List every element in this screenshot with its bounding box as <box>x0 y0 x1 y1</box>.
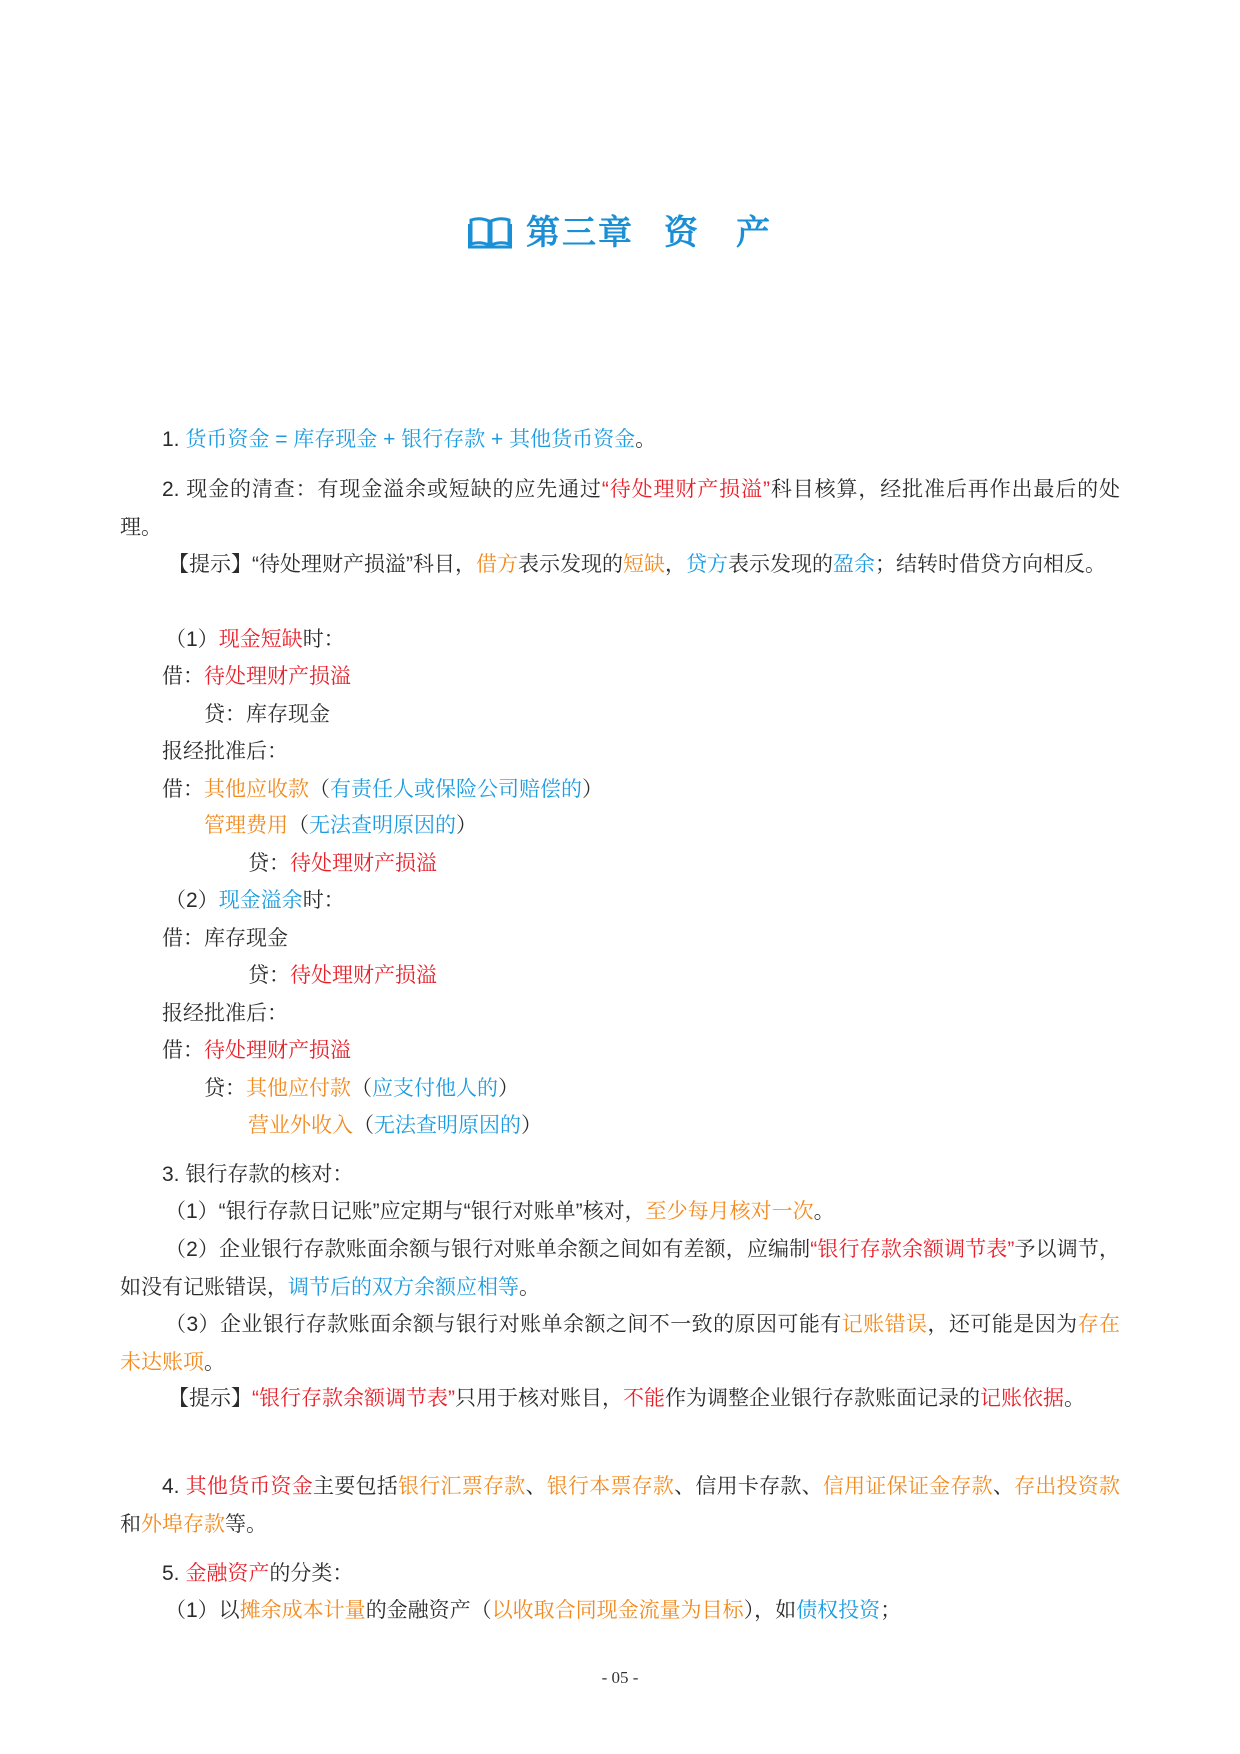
paragraph <box>162 1156 353 1194</box>
highlight-blue: 有责任人或保险公司赔偿的 <box>330 778 582 801</box>
text-segment: 主要包括 <box>313 1475 399 1498</box>
highlight-orange: 其他应收款 <box>204 778 309 801</box>
text-segment: 借： <box>162 1039 204 1062</box>
text-segment: （1）以 <box>165 1599 240 1622</box>
text-segment: （2）企业银行存款账面余额与银行对账单余额之间如有差额，应编制 <box>165 1238 811 1261</box>
page-number: - 05 - <box>601 1668 639 1687</box>
paragraph <box>165 882 345 920</box>
chapter-name: 资 产 <box>664 215 772 252</box>
paragraph <box>204 807 477 845</box>
text-segment: （ <box>288 814 309 837</box>
text-segment: （ <box>309 778 330 801</box>
text-segment: 等。 <box>225 1512 267 1536</box>
text-segment: ，还可能是因为 <box>927 1313 1078 1336</box>
text-segment: 报经批准后： <box>162 740 288 763</box>
highlight-orange: 存出投资款 <box>1014 1475 1121 1498</box>
highlight-red: 待处理财产损溢 <box>290 852 437 875</box>
open-book-icon <box>468 215 512 258</box>
text-segment: 贷： <box>248 852 290 875</box>
chapter-title <box>0 205 1240 258</box>
paragraph <box>165 1193 835 1231</box>
paragraph <box>162 995 288 1033</box>
text-segment: ） <box>498 1077 519 1100</box>
highlight-red: “银行存款余额调节表” <box>810 1238 1015 1261</box>
text-segment: 5. <box>162 1562 186 1585</box>
highlight-orange: 存在未达账项 <box>120 1313 1121 1374</box>
text-segment: 的分类： <box>269 1562 354 1585</box>
text-segment: 表示发现的 <box>518 553 623 576</box>
text-segment: （1） <box>165 628 219 651</box>
text-segment: 科目核算，经批准后再作出最后的处理。 <box>120 478 1120 539</box>
text-segment: 时： <box>302 628 345 651</box>
highlight-blue: 应支付他人的 <box>372 1077 498 1100</box>
text-segment: 。 <box>1064 1387 1085 1410</box>
text-segment: 。 <box>519 1275 540 1299</box>
highlight-orange: 至少每月核对一次 <box>645 1200 814 1223</box>
text-segment: 表示发现的 <box>728 553 833 576</box>
highlight-red: “银行存款余额调节表” <box>252 1387 455 1410</box>
text-segment: ） <box>521 1114 542 1137</box>
paragraph <box>162 658 351 696</box>
highlight-red: “待处理财产损溢” <box>601 478 770 501</box>
paragraph <box>165 621 345 659</box>
text-segment: 4. <box>162 1475 186 1498</box>
text-segment: 予以调节，如没有记账错误， <box>120 1238 1120 1299</box>
highlight-orange: 管理费用 <box>204 814 288 837</box>
text-segment: 作为调整企业银行存款账面记录的 <box>665 1387 980 1410</box>
text-segment: 、 <box>992 1475 1015 1498</box>
paragraph <box>120 1231 1120 1306</box>
paragraph <box>248 1107 542 1145</box>
paragraph <box>248 957 437 995</box>
text-segment: 、信用卡存款、 <box>674 1475 823 1498</box>
highlight-red: 记账依据 <box>980 1387 1064 1410</box>
highlight-orange: 外埠存款 <box>141 1512 225 1536</box>
text-segment: 【提示】 <box>168 1387 252 1410</box>
highlight-orange: 摊余成本计量 <box>239 1599 366 1622</box>
highlight-red: 现金短缺 <box>218 628 303 651</box>
text-segment: ） <box>456 814 477 837</box>
text-segment: ；结转时借贷方向相反。 <box>875 553 1106 576</box>
text-segment: 3. 银行存款的核对： <box>162 1163 354 1186</box>
text-segment: ） <box>582 778 603 801</box>
highlight-blue: 无法查明原因的 <box>374 1114 521 1137</box>
highlight-blue: 盈余 <box>833 553 875 576</box>
text-segment: 、 <box>525 1475 547 1498</box>
chapter-number: 第三章 <box>526 215 634 252</box>
text-segment: （3）企业银行存款账面余额与银行对账单余额之间不一致的原因可能有 <box>165 1313 842 1336</box>
highlight-blue: 调节后的双方余额应相等 <box>288 1275 519 1299</box>
paragraph <box>165 1592 901 1630</box>
text-segment: 借： <box>162 665 204 688</box>
text-segment: 贷： <box>248 964 290 987</box>
highlight-orange: 银行本票存款 <box>546 1475 675 1498</box>
paragraph <box>162 733 288 771</box>
paragraph <box>162 1555 353 1593</box>
highlight-orange: 信用证保证金存款 <box>822 1475 993 1498</box>
paragraph <box>120 1306 1120 1381</box>
text-segment: 只用于核对账目， <box>455 1387 623 1410</box>
text-segment: ； <box>880 1599 902 1622</box>
text-segment: 报经批准后： <box>162 1002 288 1025</box>
text-segment: 1. <box>162 428 186 451</box>
paragraph <box>120 546 1120 584</box>
text-segment: 贷： <box>204 1077 246 1100</box>
paragraph <box>162 920 288 958</box>
paragraph <box>120 1468 1120 1543</box>
text-segment: 2. 现金的清查：有现金溢余或短缺的应先通过 <box>162 478 602 501</box>
text-segment: 。 <box>635 428 657 451</box>
paragraph <box>204 696 330 734</box>
paragraph <box>248 845 437 883</box>
text-segment: 借： <box>162 778 204 801</box>
text-segment: ），如 <box>743 1599 797 1622</box>
highlight-orange: 记账错误 <box>841 1313 928 1336</box>
highlight-red: 金融资产 <box>185 1562 270 1585</box>
highlight-red: 待处理财产损溢 <box>204 1039 351 1062</box>
text-segment: 的金融资产（ <box>365 1599 492 1622</box>
paragraph <box>204 1070 519 1108</box>
highlight-orange: 短缺 <box>623 553 665 576</box>
highlight-orange: 以收取合同现金流量为目标 <box>491 1599 744 1622</box>
text-segment: （ <box>353 1114 374 1137</box>
paragraph <box>162 1032 351 1070</box>
highlight-orange: 借方 <box>476 553 518 576</box>
text-segment: 。 <box>813 1200 835 1223</box>
highlight-red: 待处理财产损溢 <box>290 964 437 987</box>
highlight-blue: 货币资金 = 库存现金 + 银行存款 + 其他货币资金 <box>185 428 636 451</box>
text-segment: 借：库存现金 <box>162 927 288 950</box>
text-segment: （1）“银行存款日记账”应定期与“银行对账单”核对， <box>165 1200 646 1223</box>
highlight-red: 其他货币资金 <box>185 1475 314 1498</box>
paragraph <box>162 771 603 809</box>
paragraph <box>120 1380 1120 1418</box>
paragraph <box>120 471 1120 546</box>
highlight-blue: 债权投资 <box>796 1599 881 1622</box>
text-segment: 。 <box>204 1350 225 1374</box>
text-segment: 和 <box>120 1512 141 1536</box>
highlight-blue: 贷方 <box>686 553 728 576</box>
highlight-orange: 其他应付款 <box>246 1077 351 1100</box>
text-segment: （2） <box>165 889 219 912</box>
text-segment: 时： <box>302 889 345 912</box>
highlight-orange: 银行汇票存款 <box>398 1475 526 1498</box>
text-segment: 【提示】“待处理财产损溢”科目， <box>168 553 476 576</box>
text-segment: 贷：库存现金 <box>204 703 330 726</box>
highlight-red: 不能 <box>623 1387 665 1410</box>
text-segment: （ <box>351 1077 372 1100</box>
highlight-red: 待处理财产损溢 <box>204 665 351 688</box>
highlight-orange: 营业外收入 <box>248 1114 353 1137</box>
text-segment: ， <box>665 553 686 576</box>
highlight-blue: 无法查明原因的 <box>309 814 456 837</box>
highlight-blue: 现金溢余 <box>218 889 303 912</box>
paragraph <box>162 421 656 459</box>
